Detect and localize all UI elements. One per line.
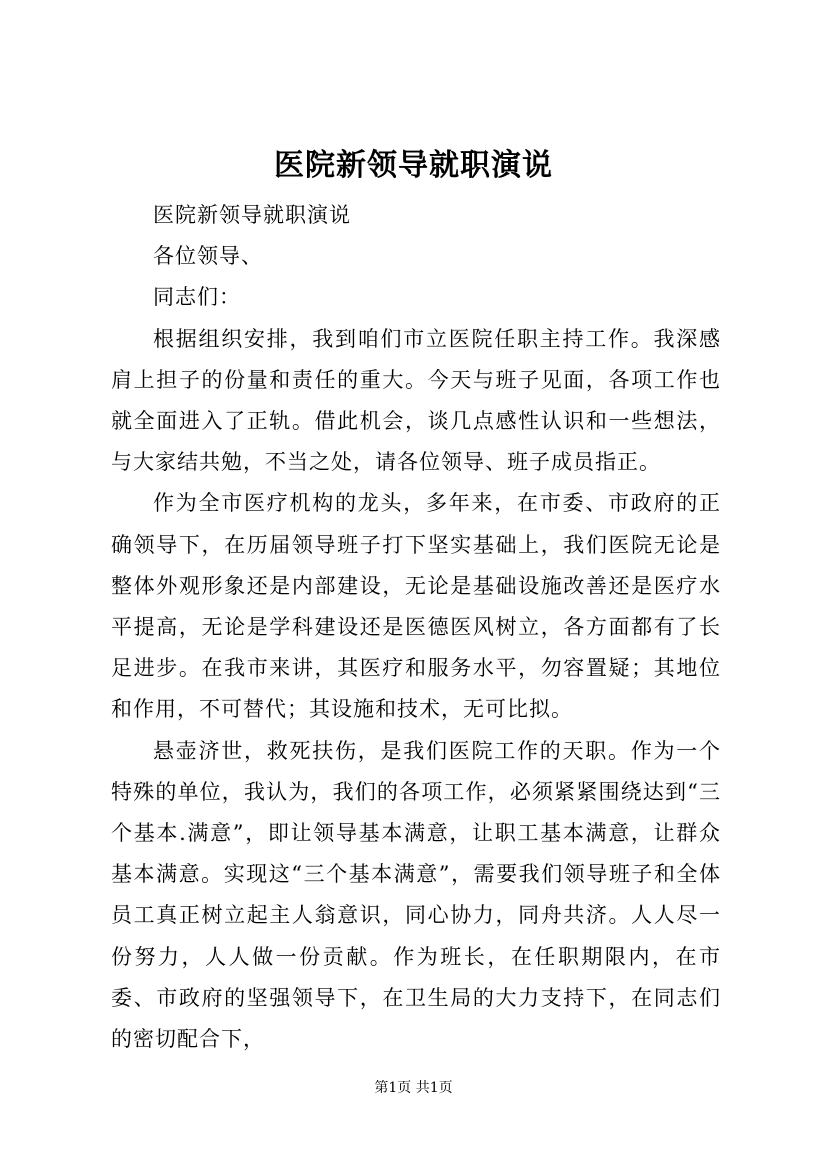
paragraph-body: 作为全市医疗机构的龙头，多年来，在市委、市政府的正确领导下，在历届领导班子打下坚实基础上，我们医院无论是整体外观形象还是内部建设，无论是基础设施改善还是医疗水平提高，无论是学科建设还是医德医风树立，各方面都有了长足进步。在我市来讲，其医疗和服务水平，勿容置疑；其地位和作用，不可替代；其设施和技术，无可比拟。 <box>111 491 721 722</box>
paragraph-body: 悬壶济世，救死扶伤，是我们医院工作的天职。作为一个特殊的单位，我认为，我们的各项工作，必须紧紧围绕达到“三个基本.满意”，即让领导基本满意，让职工基本满意，让群众基本满意。实现这“三个基本满意”，需要我们领导班子和全体员工真正树立起主人翁意识，同心协力，同舟共济。人人尽一份努力，人人做一份贡献。作为班长，在任职期限内，在市委、市政府的坚强领导下，在卫生局的大力支持下，在同志们的密切配合下， <box>111 738 721 1052</box>
paragraph-salutation-leaders: 各位领导、 <box>153 244 263 269</box>
paragraph-salutation-comrades: 同志们： <box>153 285 241 310</box>
paragraph-subtitle: 医院新领导就职演说 <box>153 203 351 227</box>
document-title: 医院新领导就职演说 <box>274 148 553 183</box>
paragraph-body: 根据组织安排，我到咱们市立医院任职主持工作。我深感肩上担子的份量和责任的重大。今天与班子见面，各项工作也就全面进入了正轨。借此机会，谈几点感性认识和一些想法，与大家结共勉，不当之处，请各位领导、班子成员指正。 <box>111 326 721 475</box>
document-body <box>111 195 721 1060</box>
page-number-footer: 第1页 共1页 <box>374 1080 453 1096</box>
